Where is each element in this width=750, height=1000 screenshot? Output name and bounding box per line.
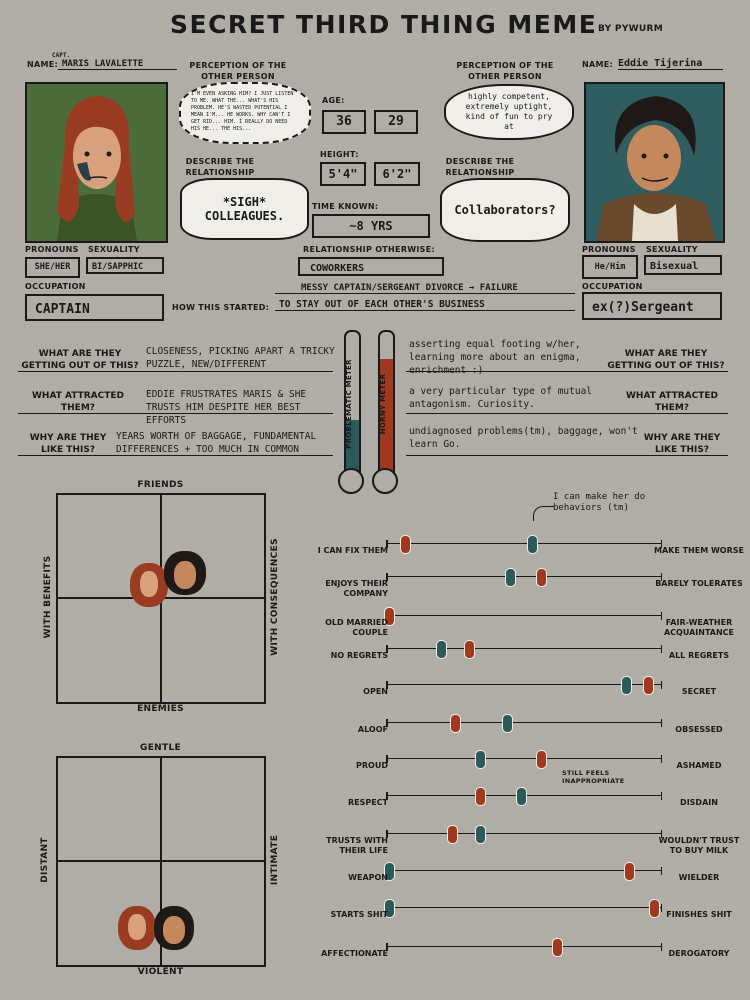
chart1-left-label: WITH BENEFITS [43,555,53,639]
left-describe-label: DESCRIBE THE RELATIONSHIP [185,157,255,177]
maris-marker[interactable] [536,568,547,587]
slider-left-label: OPEN [363,687,388,696]
maris-marker[interactable] [624,862,635,881]
right-perception-label: PERCEPTION OF THE OTHER PERSON [456,61,554,81]
slider-track [386,907,662,908]
slider-track [386,946,662,947]
note-proud: STILL FEELS INAPPROPRIATE [562,769,625,785]
left-occupation-label: OCCUPATION [25,282,86,291]
chart2-grid [56,756,266,967]
left-pronouns-label: PRONOUNS [25,245,79,254]
slider-left-label: PROUD [356,761,388,770]
page-title: SECRET THIRD THING MEME [170,10,598,39]
slider-right-label: FAIR-WEATHER ACQUAINTANCE [663,618,735,637]
left-pronouns: SHE/HER [25,257,80,278]
q3-right-line [406,455,728,456]
horny-meter-label: HORNY METER [379,373,387,435]
byline: BY PYWURM [598,24,663,34]
note-top-arrow [533,506,554,521]
right-describe-bubble [440,178,570,242]
height-left: 5'4" [320,162,366,186]
q3-left: WHY ARE THEY LIKE THIS? [29,433,107,455]
right-pronouns: He/Him [582,255,638,279]
a2-right: a very particular type of mutual antagonism. Curiosity. [409,386,593,410]
eddie-marker[interactable] [475,750,486,769]
height-label: HEIGHT: [320,150,359,159]
time-label: TIME KNOWN: [312,202,379,211]
eddie-marker[interactable] [621,676,632,695]
left-perception-bubble [179,82,311,144]
slider-track [386,758,662,759]
left-perception-label: PERCEPTION OF THE OTHER PERSON [189,61,287,81]
slider-right-label: BARELY TOLERATES [655,579,743,588]
slider-track [386,833,662,834]
age-label: AGE: [322,96,345,105]
left-name-label: NAME: [27,60,59,69]
eddie-marker[interactable] [527,535,538,554]
q2-left: WHAT ATTRACTED THEM? [31,391,124,413]
q1-left-line [18,371,333,372]
chart2-maris-avatar [118,906,156,950]
left-perception-text: I'M EVEN ASKING HIM? I JUST LISTEN TO ME. WHAT THE... WHAT'S HIS PROBLEM. HE'S WASTED POTENTIAL I MEAN I'M... HE WORKS. WHY CAN'T I GET RID... HIM. I REALLY DO NEED HIS HE... THE HIS... [191,91,294,132]
rel-value: COWORKERS [298,257,444,276]
left-occupation: CAPTAIN [25,294,164,321]
chart2-right-label: INTIMATE [270,834,280,886]
slider-left-label: TRUSTS WITH THEIR LIFE [326,836,388,855]
left-name-prefix: CAPT. [52,52,71,59]
slider-left-label: I CAN FIX THEM [317,546,388,555]
q2-right-line [406,413,728,414]
left-sexuality-label: SEXUALITY [88,245,140,254]
chart1-right-label: WITH CONSEQUENCES [270,538,280,656]
chart2-top-label: GENTLE [140,743,181,753]
left-describe-bubble [180,178,309,240]
right-occupation: ex(?)Sergeant [582,292,722,320]
rel-label: RELATIONSHIP OTHERWISE: [303,245,436,254]
maris-marker[interactable] [552,938,563,957]
right-perception-bubble [444,84,574,140]
slider-track [386,648,662,649]
slider-left-label: ALOOF [357,725,388,734]
eddie-marker[interactable] [516,787,527,806]
problematic-meter [338,330,364,500]
slider-left-label: OLD MARRIED COUPLE [325,618,388,637]
started-value: TO STAY OUT OF EACH OTHER'S BUSINESS [275,299,575,311]
slider-right-label: DISDAIN [680,798,718,807]
left-portrait [25,82,168,243]
slider-left-label: RESPECT [347,798,388,807]
right-sexuality-label: SEXUALITY [646,245,698,254]
chart1-maris-avatar [130,563,168,607]
right-portrait [584,82,725,243]
age-left: 36 [322,110,366,134]
right-name-label: NAME: [582,60,614,69]
slider-right-label: OBSESSED [675,725,723,734]
chart2-left-label: DISTANT [40,837,50,883]
slider-track [386,795,662,796]
a1-left: CLOSENESS, PICKING APART A TRICKY PUZZLE, NEW/DIFFERENT [146,346,335,370]
eddie-marker[interactable] [475,825,486,844]
slider-right-label: FINISHES SHIT [666,910,732,919]
slider-right-label: WOULDN'T TRUST TO BUY MILK [658,836,740,855]
maris-marker[interactable] [447,825,458,844]
slider-right-label: MAKE THEM WORSE [654,546,744,555]
maris-marker[interactable] [400,535,411,554]
slider-right-label: WIELDER [678,873,720,882]
q2-right: WHAT ATTRACTED THEM? [625,391,718,413]
q1-right: WHAT ARE THEY GETTING OUT OF THIS? [607,349,725,371]
slider-track [386,870,662,871]
slider-right-label: DEROGATORY [668,949,730,958]
left-name: MARIS LAVALETTE [58,59,177,70]
right-sexuality: Bisexual [644,255,722,275]
maris-marker[interactable] [536,750,547,769]
slider-track [386,722,662,723]
started-label: HOW THIS STARTED: [172,303,270,312]
age-right: 29 [374,110,418,134]
chart2-bottom-label: VIOLENT [137,967,184,977]
right-occupation-label: OCCUPATION [582,282,643,291]
right-name: Eddie Tijerina [618,58,723,70]
chart1-eddie-avatar [164,551,206,595]
slider-right-label: ASHAMED [676,761,722,770]
maris-marker[interactable] [475,787,486,806]
eddie-marker[interactable] [502,714,513,733]
a3-left: YEARS WORTH OF BAGGAGE, FUNDAMENTAL DIFFERENCES + TOO MUCH IN COMMON [116,431,317,455]
chart1-grid [56,493,266,704]
slider-track [386,543,662,544]
right-pronouns-label: PRONOUNS [582,245,636,254]
slider-left-label: NO REGRETS [330,651,388,660]
chart1-top-label: FRIENDS [137,480,184,490]
slider-left-label: ENJOYS THEIR COMPANY [325,579,388,598]
slider-right-label: ALL REGRETS [668,651,730,660]
eddie-marker[interactable] [436,640,447,659]
slider-left-label: AFFECTIONATE [321,949,388,958]
slider-track [386,684,662,685]
messy-note: MESSY CAPTAIN/SERGEANT DIVORCE → FAILURE [275,283,575,294]
right-describe-label: DESCRIBE THE RELATIONSHIP [445,157,515,177]
height-right: 6'2" [374,162,420,186]
right-perception-text: highly competent, extremely uptight, kind of fun to pry at [465,92,553,131]
maris-marker[interactable] [450,714,461,733]
time-value: ~8 YRS [312,214,430,238]
slider-track [386,576,662,577]
maris-marker[interactable] [464,640,475,659]
chart1-bottom-label: ENEMIES [137,704,184,714]
eddie-marker[interactable] [505,568,516,587]
slider-left-label: WEAPON [348,873,388,882]
note-top: I can make her do behaviors (tm) [553,492,646,513]
left-sexuality: BI/SAPPHIC [86,257,164,274]
right-describe-text: Collaborators? [454,203,556,217]
chart2-eddie-avatar [154,906,194,950]
slider-track [386,615,662,616]
a3-right: undiagnosed problems(tm), baggage, won't learn Go. [409,426,638,450]
slider-right-label: SECRET [681,687,717,696]
a2-left: EDDIE FRUSTRATES MARIS & SHE TRUSTS HIM DESPITE HER BEST EFFORTS [146,389,307,426]
a1-right: asserting equal footing w/her, learning more about an enigma, enrichment :) [409,339,581,376]
horny-meter [372,330,398,500]
q3-right: WHY ARE THEY LIKE THIS? [643,433,721,455]
left-describe-text: *SIGH* COLLEAGUES. [204,195,285,223]
q1-left: WHAT ARE THEY GETTING OUT OF THIS? [21,349,139,371]
slider-left-label: STARTS SHIT [330,910,388,919]
problematic-meter-label: PROBLEMATIC METER [345,359,353,449]
